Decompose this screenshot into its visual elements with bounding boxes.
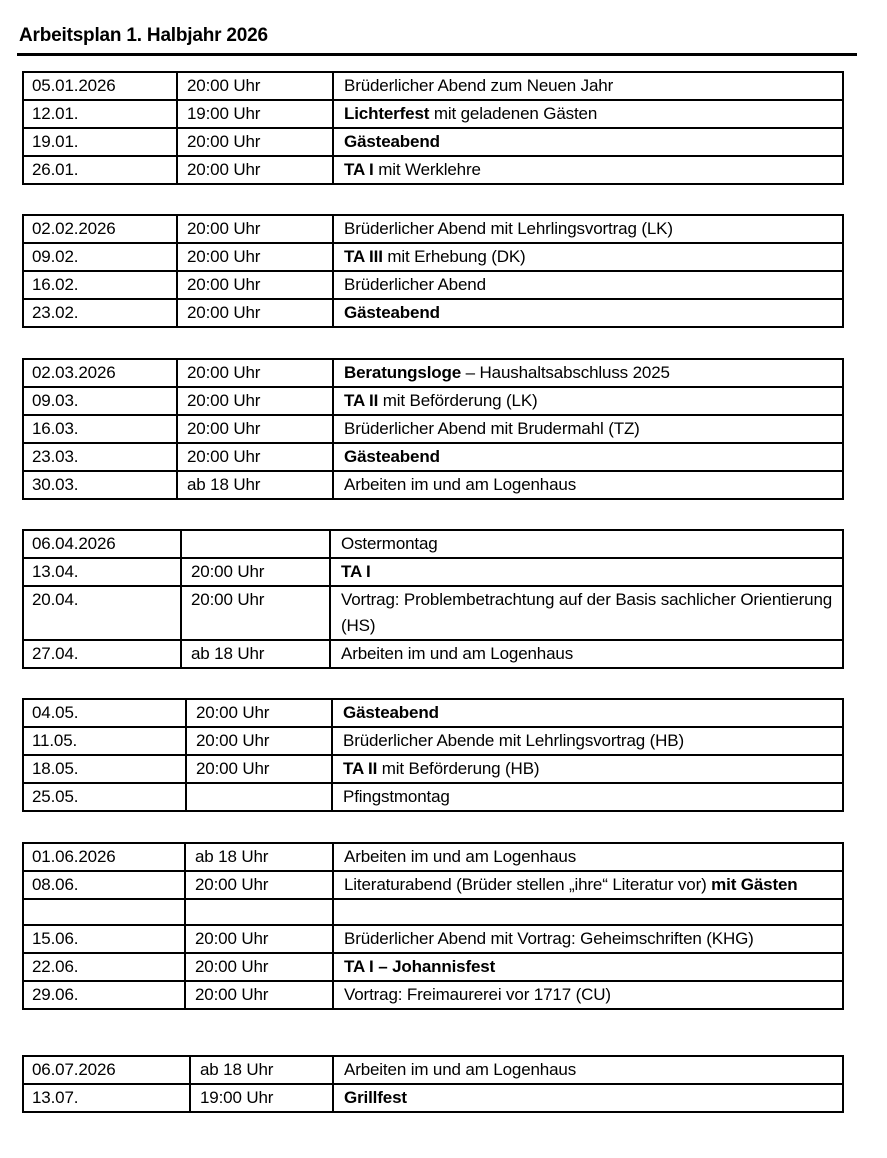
description-cell — [332, 472, 842, 498]
description-cell — [332, 129, 842, 155]
description-segment: Arbeiten im und am Logenhaus — [344, 475, 577, 494]
date-cell: 16.02. — [32, 275, 79, 294]
table-row — [24, 270, 842, 298]
description-cell — [331, 784, 842, 810]
schedule-tables — [22, 71, 844, 1113]
description-cell — [332, 216, 842, 242]
table-row — [24, 155, 842, 183]
description-segment: mit Beförderung (LK) — [378, 391, 538, 410]
time-cell: 20:00 Uhr — [176, 444, 332, 470]
description-segment: Brüderlicher Abend mit Lehrlingsvortrag (LK) — [344, 219, 673, 238]
description-bold-segment: Gästeabend — [344, 303, 440, 322]
time-cell: 20:00 Uhr — [176, 272, 332, 298]
description-segment: Arbeiten im und am Logenhaus — [344, 1060, 577, 1079]
time-cell: 20:00 Uhr — [176, 216, 332, 242]
schedule-table — [22, 214, 844, 328]
time-cell: 20:00 Uhr — [176, 244, 332, 270]
date-cell: 23.02. — [32, 303, 79, 322]
description-cell — [332, 388, 842, 414]
schedule-table — [22, 1055, 844, 1113]
description-cell — [332, 872, 842, 898]
schedule-table — [22, 529, 844, 669]
description-segment: Brüderlicher Abend — [344, 275, 486, 294]
description-bold-segment: TA I – Johannisfest — [344, 957, 496, 976]
description-bold-segment: TA I — [344, 160, 374, 179]
table-row — [24, 870, 842, 898]
schedule-table — [22, 71, 844, 185]
table-row — [24, 1057, 842, 1083]
description-cell — [332, 73, 842, 99]
description-cell — [332, 900, 842, 924]
description-segment: Brüderlicher Abende mit Lehrlingsvortrag (HB) — [343, 731, 684, 750]
description-cell — [332, 360, 842, 386]
table-row — [24, 700, 842, 726]
table-row — [24, 442, 842, 470]
description-bold-segment: Gästeabend — [343, 703, 439, 722]
description-cell — [332, 300, 842, 326]
description-cell — [331, 700, 842, 726]
date-cell: 12.01. — [32, 104, 79, 123]
schedule-table — [22, 842, 844, 1010]
description-bold-segment: Lichterfest — [344, 104, 430, 123]
description-segment: Brüderlicher Abend zum Neuen Jahr — [344, 76, 614, 95]
date-cell: 25.05. — [32, 787, 79, 806]
date-cell: 27.04. — [32, 644, 79, 663]
time-cell: 20:00 Uhr — [176, 73, 332, 99]
date-cell: 09.02. — [32, 247, 79, 266]
description-segment: Vortrag: Freimaurerei vor 1717 (CU) — [344, 985, 611, 1004]
description-segment: Ostermontag — [341, 534, 438, 553]
description-cell — [332, 954, 842, 980]
time-cell: ab 18 Uhr — [180, 641, 329, 667]
date-cell: 26.01. — [32, 160, 79, 179]
table-row — [24, 531, 842, 557]
description-segment: mit geladenen Gästen — [429, 104, 598, 123]
date-cell: 30.03. — [32, 475, 79, 494]
description-cell — [332, 101, 842, 127]
time-cell: 20:00 Uhr — [184, 872, 332, 898]
time-cell: ab 18 Uhr — [184, 844, 332, 870]
page-title: Arbeitsplan 1. Halbjahr 2026 — [19, 25, 268, 46]
description-cell — [332, 982, 842, 1008]
description-cell — [332, 844, 842, 870]
table-row — [24, 414, 842, 442]
description-bold-segment: Gästeabend — [344, 447, 440, 466]
date-cell: 01.06.2026 — [32, 847, 116, 866]
table-row — [24, 73, 842, 99]
description-segment: – Haushaltsabschluss 2025 — [461, 363, 670, 382]
date-cell: 06.07.2026 — [32, 1060, 116, 1079]
table-row — [24, 639, 842, 667]
table-row — [24, 557, 842, 585]
table-row — [24, 242, 842, 270]
time-cell — [184, 900, 332, 924]
time-cell: 20:00 Uhr — [176, 416, 332, 442]
time-cell: 20:00 Uhr — [185, 700, 331, 726]
description-cell — [331, 756, 842, 782]
table-row — [24, 726, 842, 754]
time-cell: 19:00 Uhr — [189, 1085, 332, 1111]
description-bold-segment: TA II — [343, 759, 378, 778]
time-cell: 20:00 Uhr — [180, 587, 329, 639]
table-row — [24, 844, 842, 870]
date-cell: 13.07. — [32, 1088, 79, 1107]
time-cell: ab 18 Uhr — [176, 472, 332, 498]
description-bold-segment: TA II — [344, 391, 379, 410]
time-cell: 20:00 Uhr — [185, 728, 331, 754]
date-cell: 15.06. — [32, 929, 79, 948]
description-bold-segment: Grillfest — [344, 1088, 407, 1107]
time-cell: 20:00 Uhr — [184, 982, 332, 1008]
description-bold-segment: mit Gästen — [711, 875, 798, 894]
table-row — [24, 470, 842, 498]
description-cell — [329, 531, 842, 557]
table-row — [24, 386, 842, 414]
date-cell — [24, 900, 184, 924]
description-bold-segment: TA I — [341, 562, 371, 581]
description-segment: Brüderlicher Abend mit Vortrag: Geheimschriften (KHG) — [344, 929, 754, 948]
description-segment: Literaturabend (Brüder stellen „ihre“ Literatur vor) — [344, 875, 712, 894]
description-cell — [332, 1057, 842, 1083]
table-row — [24, 99, 842, 127]
description-cell — [332, 1085, 842, 1111]
date-cell: 19.01. — [32, 132, 79, 151]
time-cell: 20:00 Uhr — [176, 129, 332, 155]
table-row — [24, 754, 842, 782]
time-cell — [185, 784, 331, 810]
description-segment: mit Beförderung (HB) — [377, 759, 540, 778]
description-segment: Arbeiten im und am Logenhaus — [344, 847, 577, 866]
time-cell: 20:00 Uhr — [185, 756, 331, 782]
description-cell — [332, 444, 842, 470]
date-cell: 08.06. — [32, 875, 79, 894]
description-segment: Brüderlicher Abend mit Brudermahl (TZ) — [344, 419, 640, 438]
time-cell: 19:00 Uhr — [176, 101, 332, 127]
schedule-table — [22, 698, 844, 812]
description-segment: Pfingstmontag — [343, 787, 450, 806]
date-cell: 18.05. — [32, 759, 79, 778]
date-cell: 22.06. — [32, 957, 79, 976]
date-cell: 09.03. — [32, 391, 79, 410]
date-cell: 02.03.2026 — [32, 363, 116, 382]
time-cell: 20:00 Uhr — [184, 954, 332, 980]
description-cell — [329, 641, 842, 667]
date-cell: 06.04.2026 — [32, 534, 116, 553]
description-cell — [329, 559, 842, 585]
description-cell — [332, 157, 842, 183]
description-bold-segment: Beratungsloge — [344, 363, 462, 382]
description-segment: mit Erhebung (DK) — [382, 247, 526, 266]
date-cell: 13.04. — [32, 562, 79, 581]
description-bold-segment: TA III — [344, 247, 383, 266]
description-cell — [329, 587, 842, 639]
table-row — [24, 1083, 842, 1111]
description-segment: mit Werklehre — [373, 160, 481, 179]
time-cell: 20:00 Uhr — [176, 388, 332, 414]
description-cell — [332, 926, 842, 952]
table-row — [24, 898, 842, 924]
description-bold-segment: Gästeabend — [344, 132, 440, 151]
time-cell: 20:00 Uhr — [184, 926, 332, 952]
table-row — [24, 924, 842, 952]
date-cell: 20.04. — [32, 590, 79, 609]
date-cell: 02.02.2026 — [32, 219, 116, 238]
time-cell — [180, 531, 329, 557]
description-cell — [332, 272, 842, 298]
description-segment: Vortrag: Problembetrachtung auf der Basis sachlicher Orientierung (HS) — [341, 590, 833, 635]
date-cell: 05.01.2026 — [32, 76, 116, 95]
table-row — [24, 216, 842, 242]
date-cell: 23.03. — [32, 447, 79, 466]
description-cell — [332, 416, 842, 442]
table-row — [24, 980, 842, 1008]
description-segment: Arbeiten im und am Logenhaus — [341, 644, 574, 663]
title-rule — [17, 53, 857, 56]
description-cell — [332, 244, 842, 270]
time-cell: ab 18 Uhr — [189, 1057, 332, 1083]
time-cell: 20:00 Uhr — [176, 157, 332, 183]
table-row — [24, 585, 842, 639]
time-cell: 20:00 Uhr — [180, 559, 329, 585]
date-cell: 16.03. — [32, 419, 79, 438]
table-row — [24, 360, 842, 386]
time-cell: 20:00 Uhr — [176, 360, 332, 386]
date-cell: 04.05. — [32, 703, 79, 722]
table-row — [24, 782, 842, 810]
table-row — [24, 127, 842, 155]
table-row — [24, 298, 842, 326]
date-cell: 11.05. — [32, 731, 78, 750]
description-cell — [331, 728, 842, 754]
time-cell: 20:00 Uhr — [176, 300, 332, 326]
date-cell: 29.06. — [32, 985, 79, 1004]
table-row — [24, 952, 842, 980]
schedule-table — [22, 358, 844, 500]
